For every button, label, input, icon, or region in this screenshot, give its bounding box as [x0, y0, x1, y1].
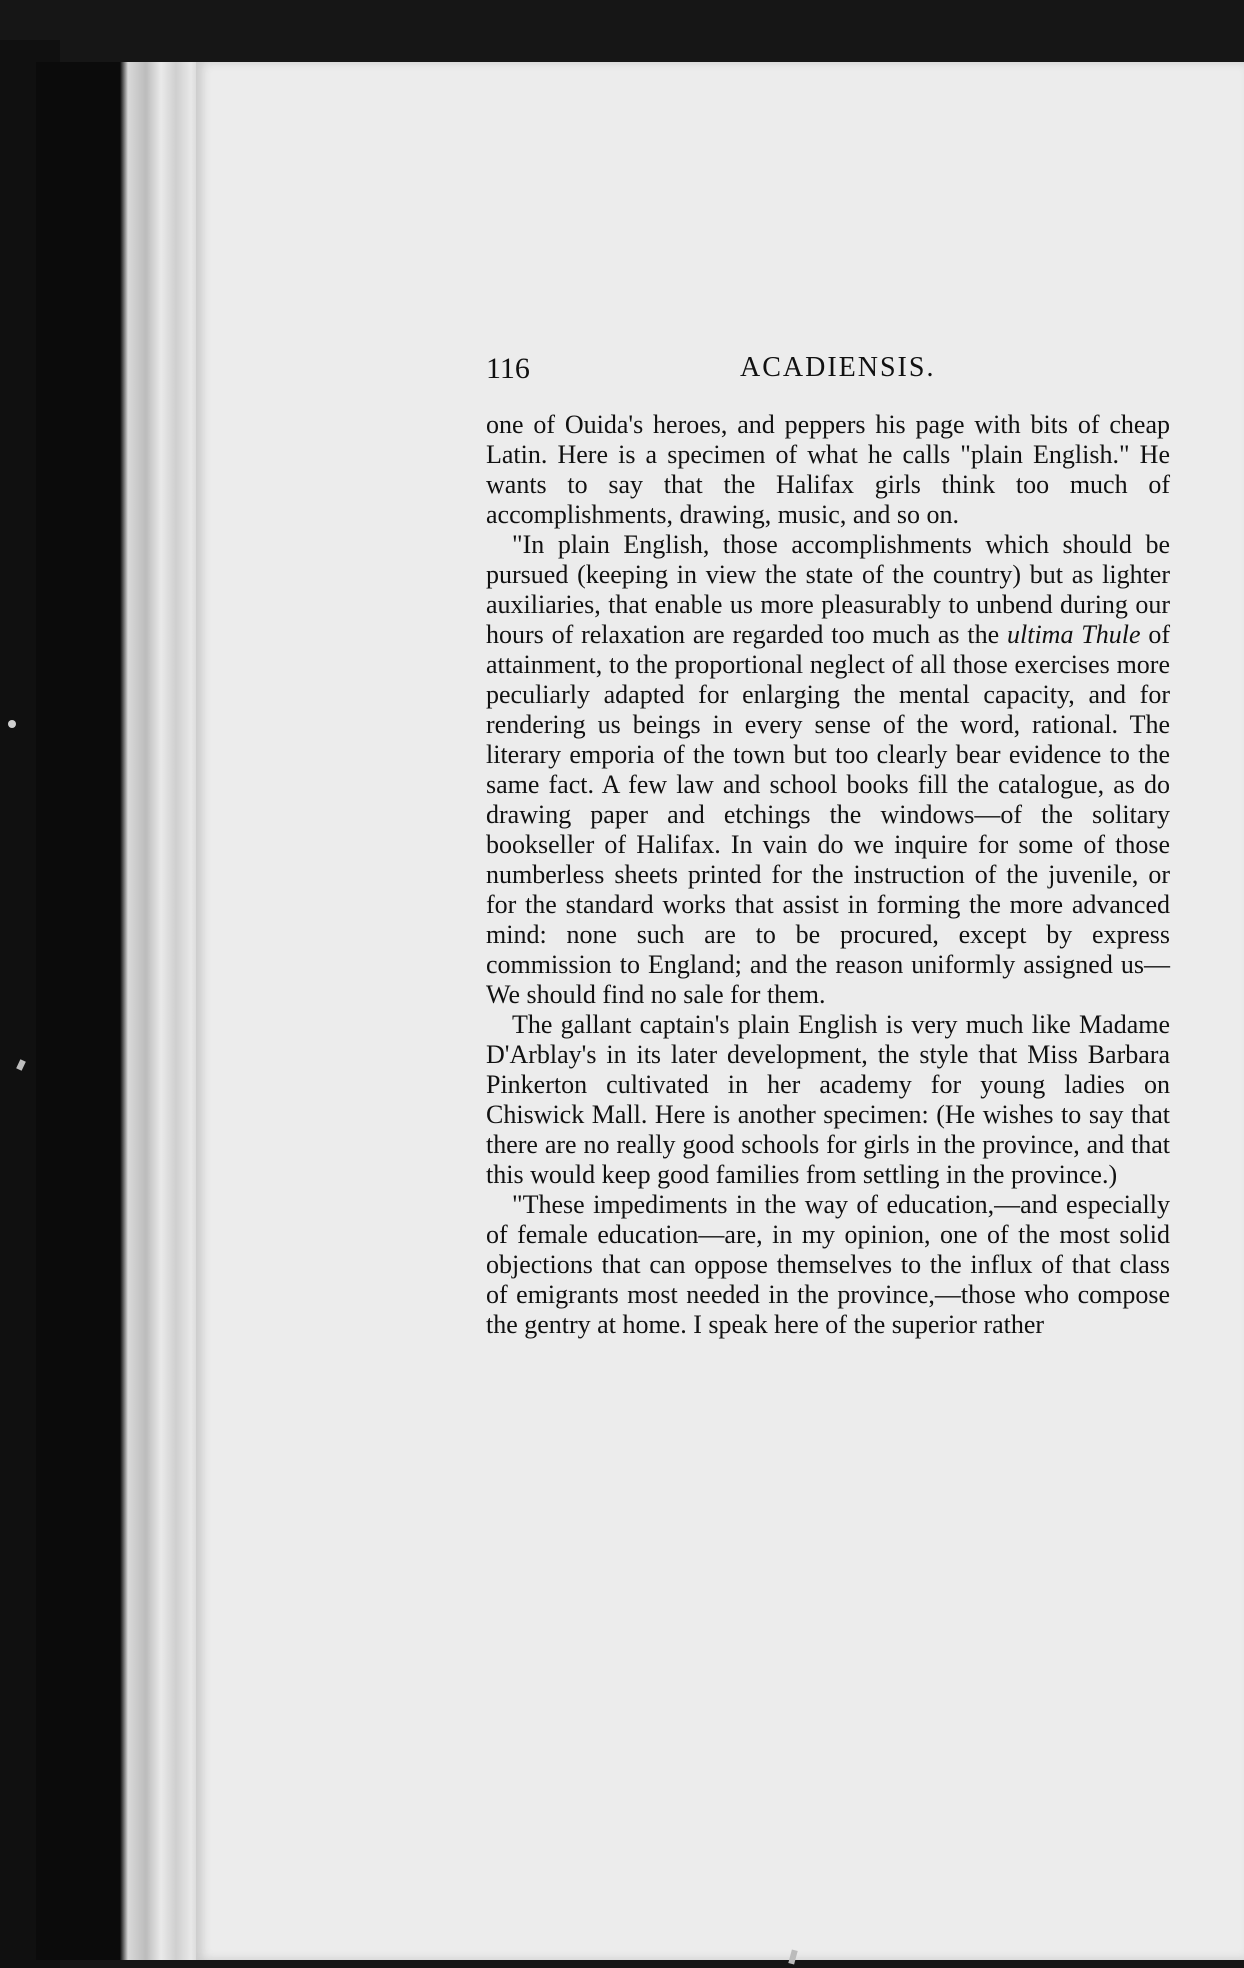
paragraph-2: "In plain English, those accomplishments which should be pursued (keeping in view the state of the country) but as lighter auxiliaries, that enable us more pleasurably to unbend during our hours of relaxation are regarded too much as the ultima Thule of attainment, to the proportional neglect of all those exercises more peculiarly adapted for enlarging the mental capacity, and for rendering us beings in every sense of the word, rational. The literary emporia of the town but too clearly bear evidence to the same fact. A few law and school books fill the catalogue, as do drawing paper and etchings the windows—of the solitary bookseller of Halifax. In vain do we inquire for some of those numberless sheets printed for the instruction of the juvenile, or for the standard works that assist in forming the more advanced mind: none such are to be procured, except by express commission to England; and the reason uniformly assigned us—We should find no sale for them. — [486, 530, 1171, 1009]
italic-phrase: ultima Thule — [1007, 620, 1141, 649]
paragraph-1: one of Ouida's heroes, and peppers his page with bits of cheap Latin. Here is a specimen of what he calls "plain English." He wants to say that the Halifax girls think too much of accomplishments, drawing, music, and so on. — [486, 410, 1170, 529]
book-binding-edge — [36, 62, 206, 1960]
running-title: ACADIENSIS. — [740, 352, 936, 383]
page-header — [290, 352, 1170, 392]
scan-speck — [8, 720, 16, 728]
body-text — [486, 410, 1170, 1340]
paragraph-4: "These impediments in the way of education,—and especially of female education—are, in my opinion, one of the most solid objections that can oppose themselves to the influx of that class of emigrants most needed in the province,—those who compose the gentry at home. I speak here of the superior rather — [486, 1190, 1170, 1339]
page-number: 116 — [486, 352, 530, 385]
paragraph-3: The gallant captain's plain English is very much like Madame D'Arblay's in its later development, the style that Miss Barbara Pinkerton cultivated in her academy for young ladies on Chiswick Mall. Here is another specimen: (He wishes to say that there are no really good schools for girls in the province, and that this would keep good families from settling in the province.) — [486, 1010, 1170, 1189]
